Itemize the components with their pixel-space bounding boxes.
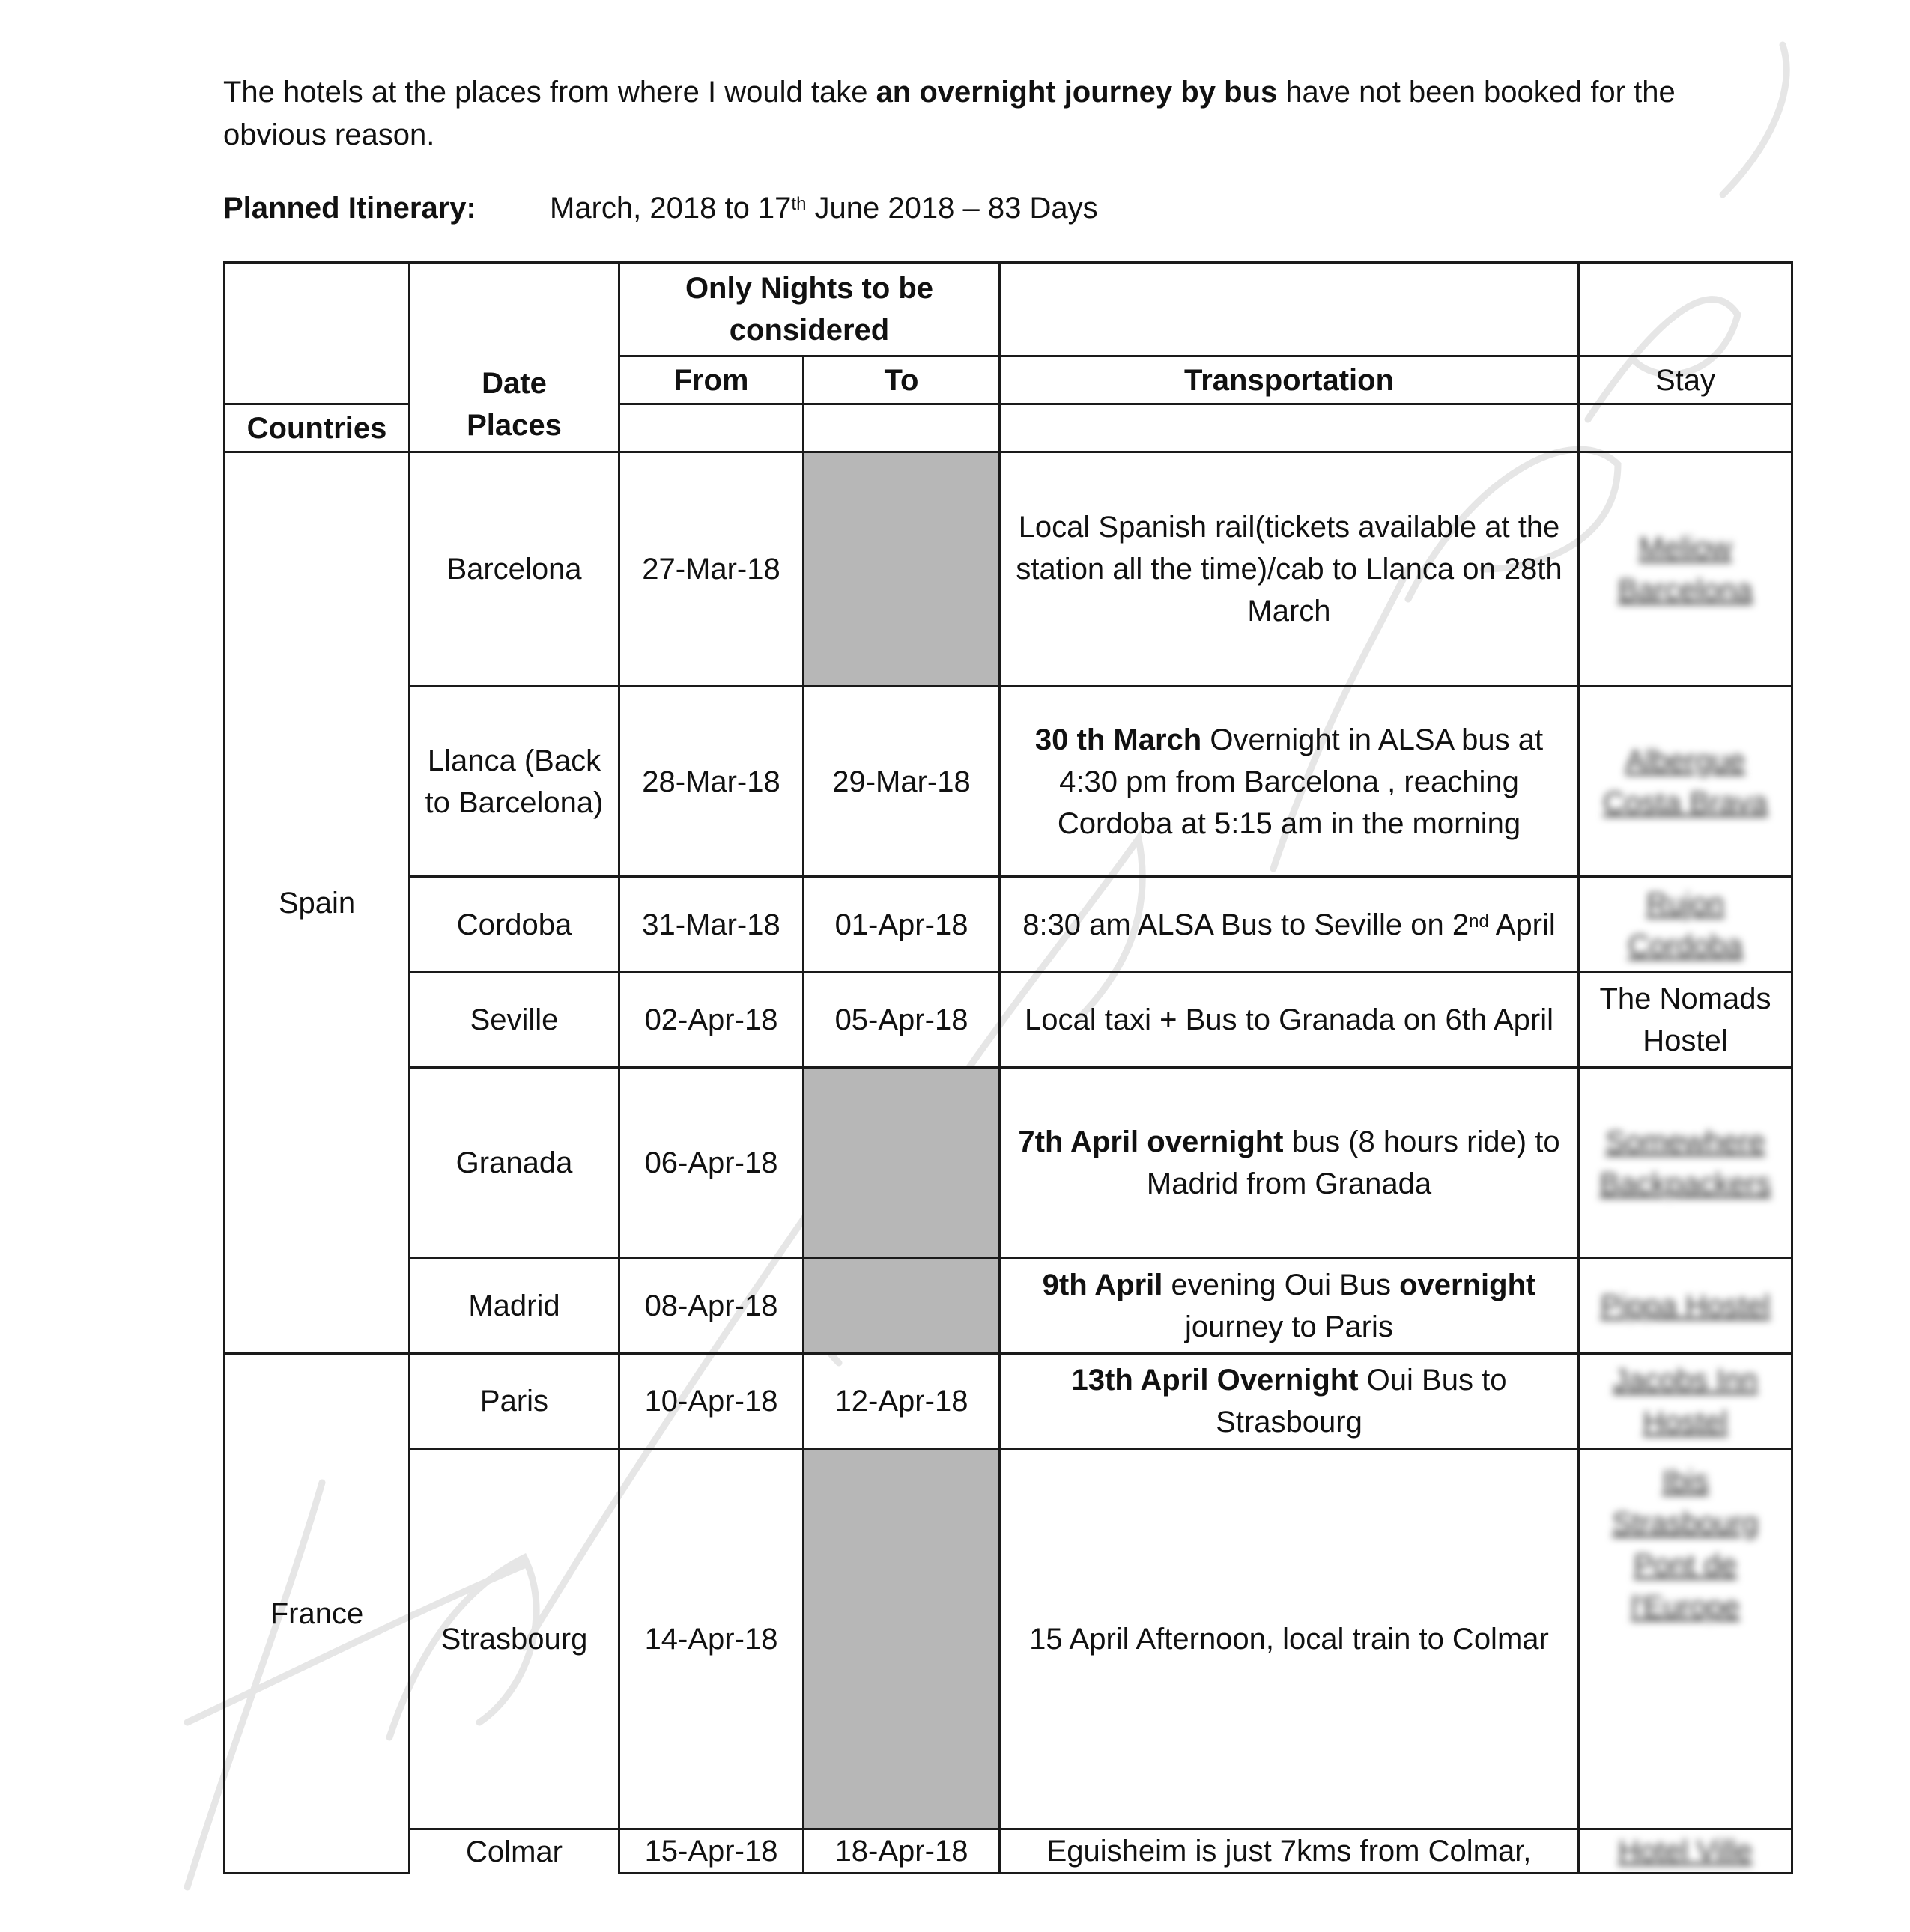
stay-hotel-blurred: Ibis Strasbourg Pont de l'Europe (1612, 1465, 1759, 1623)
intro-bold-text: an overnight journey by bus (876, 76, 1278, 109)
header-from: From (619, 356, 804, 404)
transport-bold-2: overnight (1399, 1268, 1536, 1301)
transport-bold-1: 9th April (1042, 1268, 1163, 1301)
intro-text-2: have not been booked for the obvious reason. (223, 76, 1676, 151)
header-empty-7 (804, 404, 1000, 452)
to-cell: 18-Apr-18 (804, 1829, 1000, 1874)
table-row (225, 1829, 1792, 1874)
intro-paragraph (223, 71, 1721, 157)
transport-text: Local Spanish rail(tickets available at the station all the time)/cab to Llanca on 28th March (1016, 511, 1562, 628)
from-cell: 02-Apr-18 (619, 973, 804, 1068)
header-stay: Stay (1579, 356, 1792, 404)
transport-cell (1000, 687, 1579, 877)
transport-sup: nd (1469, 911, 1489, 932)
transport-cell (1000, 1354, 1579, 1449)
country-france: France (225, 1354, 410, 1874)
from-cell: 10-Apr-18 (619, 1354, 804, 1449)
transport-text-2: journey to Paris (1185, 1310, 1393, 1343)
table-row (225, 877, 1792, 973)
stay-cell: The Nomads Hostel (1579, 973, 1792, 1068)
header-empty-2 (410, 263, 619, 356)
stay-cell (1579, 687, 1792, 877)
table-row (225, 1068, 1792, 1258)
table-row (225, 452, 1792, 687)
from-cell: 31-Mar-18 (619, 877, 804, 973)
planned-itinerary-line (223, 187, 1098, 230)
header-empty-4 (1579, 263, 1792, 356)
place-cell: Madrid (410, 1258, 619, 1354)
header-only-nights: Only Nights to be considered (619, 263, 1000, 356)
header-row-1 (225, 263, 1792, 356)
transport-text: Eguisheim is just 7kms from Colmar, (1046, 1835, 1532, 1868)
planned-range-b: June 2018 – 83 Days (806, 192, 1098, 225)
table-row (225, 687, 1792, 877)
country-spain: Spain (225, 452, 410, 1354)
to-cell-empty (804, 1258, 1000, 1354)
transport-cell (1000, 1449, 1579, 1829)
header-empty-6 (619, 404, 804, 452)
itinerary-table (223, 261, 1793, 1874)
place-cell: Strasbourg (410, 1449, 619, 1829)
transport-text: Local taxi + Bus to Granada on 6th April (1025, 1003, 1553, 1036)
header-row-2 (225, 356, 1792, 404)
to-cell: 29-Mar-18 (804, 687, 1000, 877)
planned-range-sup: th (791, 194, 807, 214)
to-cell-empty (804, 1068, 1000, 1258)
transport-text: Overnight in ALSA bus at 4:30 pm from Barcelona , reaching Cordoba at 5:15 am in the morning (1057, 723, 1544, 840)
from-cell: 15-Apr-18 (619, 1829, 804, 1874)
stay-cell (1579, 452, 1792, 687)
header-empty-5 (225, 356, 410, 404)
from-cell: 28-Mar-18 (619, 687, 804, 877)
transport-cell (1000, 1068, 1579, 1258)
stay-cell (1579, 1449, 1792, 1829)
to-cell-empty (804, 1449, 1000, 1829)
transport-bold: 7th April overnight (1018, 1125, 1284, 1158)
stay-hotel-blurred: Meliow Barcelona (1617, 532, 1753, 607)
header-date: Date (410, 356, 619, 404)
header-countries: Countries (225, 404, 410, 452)
from-cell: 08-Apr-18 (619, 1258, 804, 1354)
from-cell: 27-Mar-18 (619, 452, 804, 687)
header-empty-9 (1579, 404, 1792, 452)
transport-text-1: evening Oui Bus (1162, 1268, 1400, 1301)
place-cell: Paris (410, 1354, 619, 1449)
stay-cell (1579, 1829, 1792, 1874)
transport-text-a: 8:30 am ALSA Bus to Seville on 2 (1022, 908, 1470, 941)
table-row (225, 1354, 1792, 1449)
stay-hotel-blurred: Somewhere Backpackers (1599, 1125, 1771, 1200)
place-cell: Cordoba (410, 877, 619, 973)
to-cell: 05-Apr-18 (804, 973, 1000, 1068)
stay-cell (1579, 1258, 1792, 1354)
header-row-3 (225, 404, 1792, 452)
from-cell: 14-Apr-18 (619, 1449, 804, 1829)
stay-hotel-blurred: Hotel Ville (1618, 1835, 1753, 1868)
from-cell: 06-Apr-18 (619, 1068, 804, 1258)
planned-itinerary-label: Planned Itinerary: (223, 192, 476, 225)
to-cell-empty (804, 452, 1000, 687)
place-cell: Barcelona (410, 452, 619, 687)
place-cell: Colmar (410, 1829, 619, 1874)
to-cell: 12-Apr-18 (804, 1354, 1000, 1449)
transport-cell (1000, 877, 1579, 973)
place-cell: Llanca (Back to Barcelona) (410, 687, 619, 877)
transport-text: bus (8 hours ride) to Madrid from Granada (1146, 1125, 1560, 1200)
transport-cell (1000, 973, 1579, 1068)
header-empty-1 (225, 263, 410, 356)
to-cell: 01-Apr-18 (804, 877, 1000, 973)
transport-bold: 13th April Overnight (1071, 1364, 1359, 1397)
header-empty-3 (1000, 263, 1579, 356)
table-row (225, 973, 1792, 1068)
header-places: Places (410, 404, 619, 452)
stay-hotel-blurred: Pippa Hostel (1600, 1289, 1771, 1322)
transport-cell (1000, 1829, 1579, 1874)
stay-hotel-blurred: Rujon Cordoba (1628, 887, 1743, 962)
stay-cell (1579, 1068, 1792, 1258)
transport-text-b: April (1488, 908, 1556, 941)
planned-range-a: March, 2018 to 17 (550, 192, 792, 225)
header-transportation: Transportation (1000, 356, 1579, 404)
transport-text: Oui Bus to Strasbourg (1216, 1364, 1507, 1439)
transport-cell (1000, 1258, 1579, 1354)
stay-cell (1579, 877, 1792, 973)
place-cell: Granada (410, 1068, 619, 1258)
table-row (225, 1449, 1792, 1829)
stay-cell (1579, 1354, 1792, 1449)
header-empty-8 (1000, 404, 1579, 452)
stay-hotel-blurred: Albergue Costa Brava (1602, 744, 1768, 819)
stay-hotel-blurred: Jacobs Inn Hostel (1613, 1364, 1758, 1439)
table-row (225, 1258, 1792, 1354)
transport-cell (1000, 452, 1579, 687)
header-to: To (804, 356, 1000, 404)
transport-text: 15 April Afternoon, local train to Colmar (1029, 1622, 1549, 1656)
intro-text-1: The hotels at the places from where I would take (223, 76, 876, 109)
place-cell: Seville (410, 973, 619, 1068)
transport-bold: 30 th March (1034, 723, 1202, 756)
